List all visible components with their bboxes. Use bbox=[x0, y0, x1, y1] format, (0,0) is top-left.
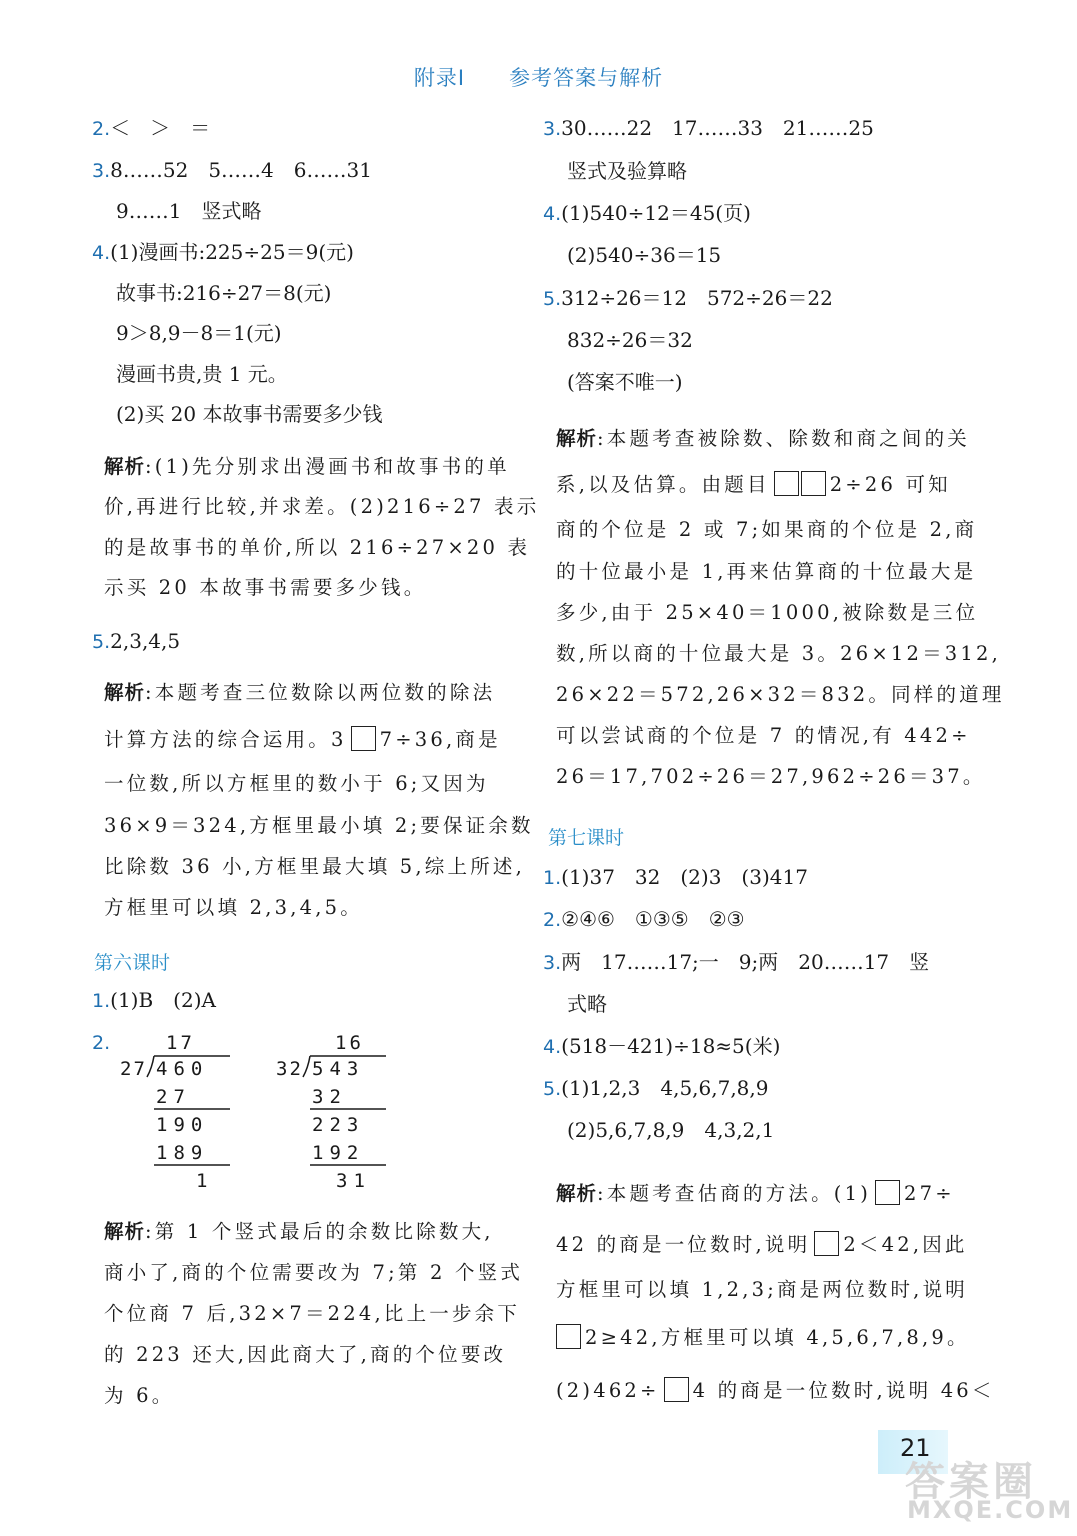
watermark-logo-text: 答案圈 bbox=[905, 1459, 1037, 1505]
lesson7-q2: 2.②④⑥ ①③⑤ ②③ bbox=[543, 907, 745, 931]
left-q4-line2: 故事书:216÷27＝8(元) bbox=[116, 281, 332, 305]
right-q3-line1: 3.30……22 17……33 21……25 bbox=[543, 116, 874, 140]
long-division-1 bbox=[120, 1032, 230, 1192]
lesson6-q2: 2. bbox=[92, 1032, 111, 1054]
watermark-url: MXQE.COM bbox=[907, 1496, 1074, 1524]
left-q4-line3: 9＞8,9－8＝1(元) bbox=[116, 321, 282, 345]
header-section: 附录Ⅰ bbox=[413, 66, 466, 90]
watermark bbox=[905, 1450, 1075, 1530]
blank-box bbox=[814, 1231, 839, 1256]
section-lesson-6: 第六课时 bbox=[94, 952, 171, 974]
blank-box bbox=[774, 471, 799, 496]
page-number: 21 bbox=[900, 1434, 931, 1462]
blank-box bbox=[801, 471, 826, 496]
blank-box bbox=[556, 1324, 581, 1349]
div1-dividend: 460 bbox=[156, 1058, 209, 1080]
left-q4-line5: (2)买 20 本故事书需要多少钱 bbox=[116, 402, 383, 426]
div2-remainder: 31 bbox=[336, 1170, 371, 1192]
div2-dividend: 543 bbox=[312, 1058, 365, 1080]
left-q3-line2: 9……1 竖式略 bbox=[116, 199, 262, 223]
right-q4-line1: 4.(1)540÷12＝45(页) bbox=[543, 201, 751, 225]
div2-row2: 223 bbox=[312, 1114, 365, 1136]
lesson6-q1: 1.(1)B (2)A bbox=[92, 988, 216, 1012]
blank-box bbox=[664, 1377, 689, 1402]
right-q5-line1: 5.312÷26＝12 572÷26＝22 bbox=[543, 286, 833, 310]
left-q4-line1: 4.(1)漫画书:225÷25＝9(元) bbox=[92, 240, 354, 264]
lesson7-q4: 4.(518－421)÷18≈5(米) bbox=[543, 1034, 781, 1058]
right-q5-line2: 832÷26＝32 bbox=[567, 328, 693, 352]
div2-quotient: 16 bbox=[335, 1032, 364, 1054]
lesson7-q5-line1: 5.(1)1,2,3 4,5,6,7,8,9 bbox=[543, 1076, 769, 1100]
div2-row3: 192 bbox=[312, 1142, 365, 1164]
right-q4-line2: (2)540÷36＝15 bbox=[567, 243, 722, 267]
long-division-figures bbox=[110, 1030, 410, 1200]
lesson7-q3-line1: 3.两 17……17;一 9;两 20……17 竖 bbox=[543, 950, 930, 974]
div1-divisor: 27 bbox=[120, 1058, 147, 1080]
lesson7-q1: 1.(1)37 32 (2)3 (3)417 bbox=[543, 865, 808, 889]
section-lesson-7: 第七课时 bbox=[548, 827, 625, 849]
div2-row1: 32 bbox=[312, 1086, 347, 1108]
blank-box bbox=[875, 1180, 900, 1205]
left-q3-line1: 3.8……52 5……4 6……31 bbox=[92, 158, 372, 182]
left-q4-line4: 漫画书贵,贵 1 元。 bbox=[116, 362, 288, 386]
left-q5: 5.2,3,4,5 bbox=[92, 629, 181, 653]
header-title: 参考答案与解析 bbox=[509, 66, 664, 90]
blank-box bbox=[351, 726, 376, 751]
div2-divisor: 32 bbox=[276, 1058, 303, 1080]
page-header bbox=[0, 62, 1077, 92]
right-q5-line3: (答案不唯一) bbox=[567, 370, 683, 394]
div1-row2: 190 bbox=[156, 1114, 209, 1136]
long-division-2 bbox=[276, 1032, 386, 1192]
div1-quotient: 17 bbox=[166, 1032, 195, 1054]
div1-row1: 27 bbox=[156, 1086, 191, 1108]
left-q2: 2.＜ ＞ ＝ bbox=[92, 116, 211, 140]
lesson7-q5-line2: (2)5,6,7,8,9 4,3,2,1 bbox=[567, 1118, 775, 1142]
lesson7-q3-line2: 式略 bbox=[567, 992, 607, 1016]
div1-row3: 189 bbox=[156, 1142, 209, 1164]
div1-remainder: 1 bbox=[196, 1170, 214, 1192]
right-q3-line2: 竖式及验算略 bbox=[567, 159, 687, 183]
